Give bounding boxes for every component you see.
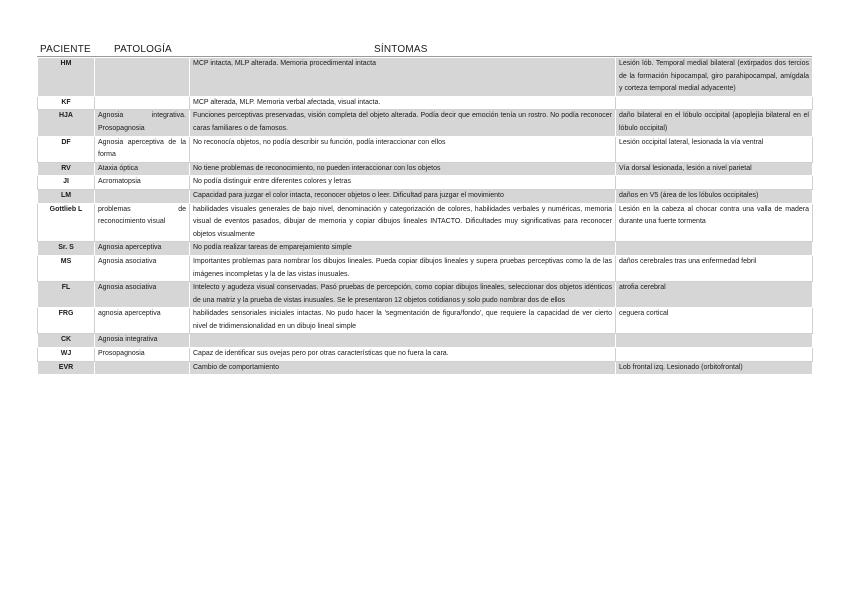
symptoms-cell: MCP alterada, MLP. Memoria verbal afectada, visual intacta. — [190, 96, 616, 110]
lesion-cell: daño bilateral en el lóbulo occipital (apoplejía bilateral en el lóbulo occipital) — [616, 110, 813, 136]
patient-cell: Sr. S — [38, 242, 95, 256]
table-row — [38, 242, 813, 256]
table-row — [38, 348, 813, 362]
header-symptoms: SÍNTOMAS — [374, 44, 428, 55]
table-row — [38, 308, 813, 334]
patient-cell: RV — [38, 162, 95, 176]
pathology-cell: Agnosia aperceptiva — [95, 242, 190, 256]
table-row — [38, 282, 813, 308]
lesion-cell — [616, 242, 813, 256]
pathology-cell — [95, 58, 190, 97]
symptoms-cell: habilidades visuales generales de bajo nivel, denominación y categorización de colores, habilidades verbales y numéricas, memoria visual de eventos pasados, dibujar de memoria y copiar dibujos lineales INTACTO. Dificultades muy significativas para reconocer objetos visualmente — [190, 203, 616, 242]
patient-cell: KF — [38, 96, 95, 110]
table-row — [38, 203, 813, 242]
symptoms-cell — [190, 334, 616, 348]
symptoms-cell: No reconocía objetos, no podía describir su función, podía interaccionar con ellos — [190, 136, 616, 162]
pathology-cell: problemas de reconocimiento visual — [95, 203, 190, 242]
symptoms-cell: Capaz de identificar sus ovejas pero por otras características que no fuera la cara. — [190, 348, 616, 362]
lesion-cell: Lesión en la cabeza al chocar contra una valla de madera durante una fuerte tormenta — [616, 203, 813, 242]
pathology-cell: Agnosia integrativa. Prosopagnosia — [95, 110, 190, 136]
pathology-cell: Agnosia aperceptiva de la forma — [95, 136, 190, 162]
lesion-cell: Lesión lób. Temporal medial bilateral (extirpados dos tercios de la formación hipocampal, giro parahipocampal, amígdala y corteza temporal medial adyacente) — [616, 58, 813, 97]
patient-cell: LM — [38, 189, 95, 203]
header-pathology: PATOLOGÍA — [114, 44, 172, 55]
lesion-cell: Lob frontal izq. Lesionado (orbitofrontal) — [616, 361, 813, 375]
pathology-cell: agnosia aperceptiva — [95, 308, 190, 334]
pathology-cell: Agnosia integrativa — [95, 334, 190, 348]
patients-table — [37, 57, 813, 375]
lesion-cell — [616, 348, 813, 362]
patient-cell: HM — [38, 58, 95, 97]
symptoms-cell: Cambio de comportamiento — [190, 361, 616, 375]
patient-cell: FL — [38, 282, 95, 308]
table-row — [38, 162, 813, 176]
symptoms-cell: MCP intacta, MLP alterada. Memoria procedimental intacta — [190, 58, 616, 97]
patient-cell: CK — [38, 334, 95, 348]
symptoms-cell: Funciones perceptivas preservadas, visión completa del objeto alterada. Podía decir que emoción tenía un rostro. No podía reconocer caras familiares o de famosos. — [190, 110, 616, 136]
patient-cell: FRG — [38, 308, 95, 334]
lesion-cell: atrofia cerebral — [616, 282, 813, 308]
symptoms-cell: Capacidad para juzgar el color intacta, reconocer objetos o leer. Dificultad para juzgar el movimiento — [190, 189, 616, 203]
pathology-cell: Prosopagnosia — [95, 348, 190, 362]
patient-cell: Gottlieb L — [38, 203, 95, 242]
symptoms-cell: No podía distinguir entre diferentes colores y letras — [190, 176, 616, 190]
symptoms-cell: No tiene problemas de reconocimiento, no pueden interaccionar con los objetos — [190, 162, 616, 176]
patient-cell: HJA — [38, 110, 95, 136]
pathology-cell: Ataxia óptica — [95, 162, 190, 176]
table-row — [38, 361, 813, 375]
symptoms-cell: No podía realizar tareas de emparejamiento simple — [190, 242, 616, 256]
table-row — [38, 334, 813, 348]
pathology-cell — [95, 361, 190, 375]
lesion-cell: daños cerebrales tras una enfermedad febril — [616, 255, 813, 281]
symptoms-cell: Intelecto y agudeza visual conservadas. Pasó pruebas de percepción, como copiar dibujos lineales, seleccionar dos objetos idénticos de una matriz y la prueba de vistas inusuales. Se le presentaron 12 objetos cotidianos y solo pudo nombrar dos de ellos — [190, 282, 616, 308]
table-row — [38, 176, 813, 190]
table-row — [38, 189, 813, 203]
table-row — [38, 58, 813, 97]
symptoms-cell: habilidades sensoriales iniciales intactas. No pudo hacer la 'segmentación de figura/fondo', que requiere la capacidad de ver cierto nivel de tridimensionalidad en un dibujo lineal simple — [190, 308, 616, 334]
table-row — [38, 255, 813, 281]
lesion-cell — [616, 96, 813, 110]
table-row — [38, 136, 813, 162]
pathology-cell: Acromatopsia — [95, 176, 190, 190]
patient-cell: WJ — [38, 348, 95, 362]
patient-cell: EVR — [38, 361, 95, 375]
header-patient: PACIENTE — [40, 44, 91, 55]
patient-cell: DF — [38, 136, 95, 162]
pathology-cell: Agnosia asociativa — [95, 255, 190, 281]
patient-cell: MS — [38, 255, 95, 281]
lesion-cell — [616, 334, 813, 348]
lesion-cell — [616, 176, 813, 190]
table-row — [38, 96, 813, 110]
pathology-cell — [95, 96, 190, 110]
patient-cell: JI — [38, 176, 95, 190]
lesion-cell: Vía dorsal lesionada, lesión a nivel parietal — [616, 162, 813, 176]
symptoms-cell: Importantes problemas para nombrar los dibujos lineales. Pueda copiar dibujos lineales y supera pruebas perceptivas como la de las imágenes incompletas y la de las vistas inusuales. — [190, 255, 616, 281]
lesion-cell: ceguera cortical — [616, 308, 813, 334]
table-row — [38, 110, 813, 136]
lesion-cell: Lesión occipital lateral, lesionada la vía ventral — [616, 136, 813, 162]
lesion-cell: daños en V5 (área de los lóbulos occipitales) — [616, 189, 813, 203]
pathology-cell: Agnosia asociativa — [95, 282, 190, 308]
pathology-cell — [95, 189, 190, 203]
